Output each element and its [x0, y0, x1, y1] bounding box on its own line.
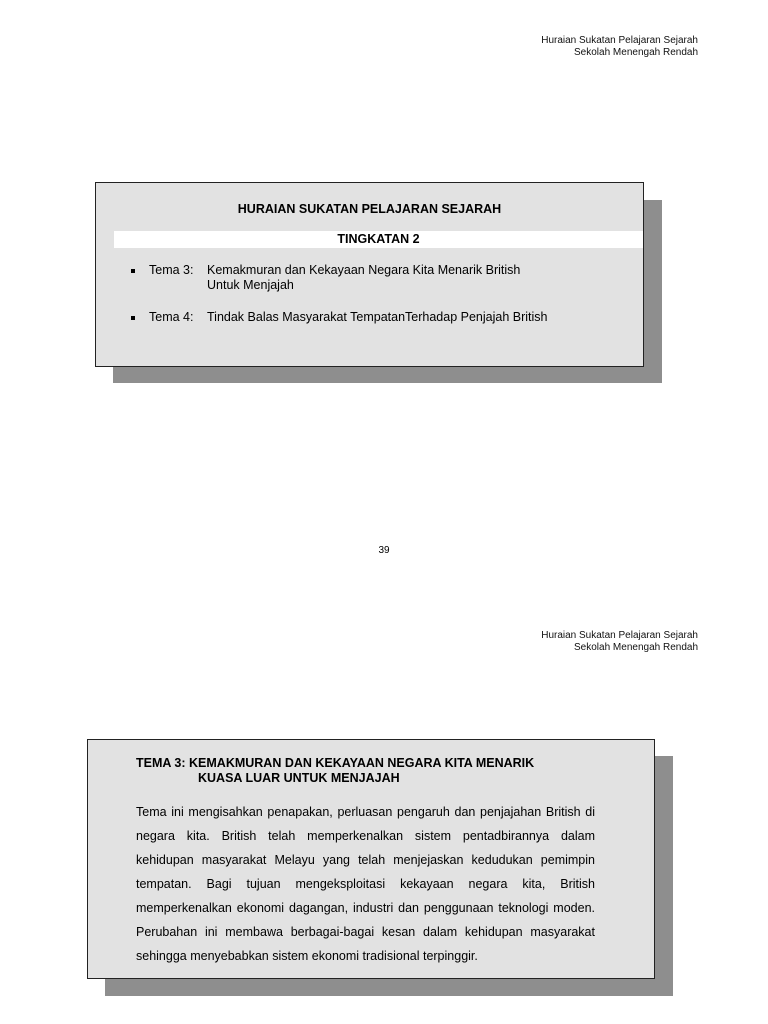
running-header-top — [541, 35, 698, 59]
theme-text: Tindak Balas Masyarakat TempatanTerhadap Penjajah British — [207, 310, 548, 324]
theme-paragraph: Tema ini mengisahkan penapakan, perluasan pengaruh dan penjajahan British di negara kita. British telah memperkenalkan sistem pentadbirannya dalam kehidupan masyarakat Melayu yang telah menjejaskan kedudukan pemimpin tempatan. Bagi tujuan mengeksploitasi kekayaan negara kita, British memperkenalkan ekonomi dagangan, industri dan penggunaan teknologi moden. Perubahan ini membawa berbagai-bagai kesan dalam kehidupan masyarakat sehingga menyebabkan sistem ekonomi tradisional terpinggir. — [136, 805, 595, 963]
page-number: 39 — [378, 545, 390, 556]
syllabus-summary-box — [95, 182, 644, 367]
theme-description-box — [87, 739, 655, 979]
header-title: Huraian Sukatan Pelajaran Sejarah — [541, 35, 698, 46]
bullet-icon — [131, 269, 135, 273]
theme-heading-line: TEMA 3: KEMAKMURAN DAN KEKAYAAN NEGARA KITA MENARIK — [136, 756, 535, 770]
box-title: HURAIAN SUKATAN PELAJARAN SEJARAH — [237, 202, 502, 216]
header-title: Huraian Sukatan Pelajaran Sejarah — [541, 630, 698, 641]
form-level-heading: TINGKATAN 2 — [114, 231, 643, 248]
theme-text — [207, 263, 520, 293]
theme-text-line: Untuk Menjajah — [207, 278, 294, 292]
header-subtitle: Sekolah Menengah Rendah — [574, 642, 698, 653]
running-header-bottom — [541, 630, 698, 654]
theme-label: Tema 3: — [149, 263, 194, 277]
header-subtitle: Sekolah Menengah Rendah — [574, 47, 698, 58]
bullet-icon — [131, 316, 135, 320]
theme-label: Tema 4: — [149, 310, 194, 324]
theme-heading-line: KUASA LUAR UNTUK MENJAJAH — [198, 771, 400, 785]
theme-text-line: Kemakmuran dan Kekayaan Negara Kita Menarik British — [207, 263, 521, 277]
